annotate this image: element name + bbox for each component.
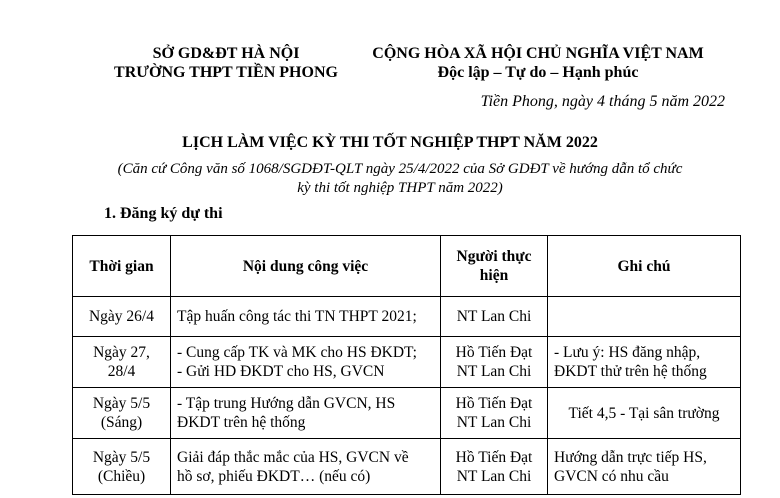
- document-date: Tiền Phong, ngày 4 tháng 5 năm 2022: [480, 93, 725, 110]
- cell-notes: Hướng dẫn trực tiếp HS, GVCN có nhu cầu: [548, 439, 741, 495]
- cell-person: Hồ Tiến Đạt NT Lan Chi: [441, 388, 548, 439]
- cell-time: Ngày 5/5 (Chiều): [73, 439, 171, 495]
- cell-time: Ngày 26/4: [73, 297, 171, 337]
- cell-notes: Tiết 4,5 - Tại sân trường: [548, 388, 741, 439]
- document-note: [80, 160, 720, 198]
- school-name: TRƯỜNG THPT TIỀN PHONG: [114, 64, 338, 81]
- cell-notes: [548, 297, 741, 337]
- cell-person: NT Lan Chi: [441, 297, 548, 337]
- table-row: [73, 388, 741, 439]
- national-title: CỘNG HÒA XÃ HỘI CHỦ NGHĨA VIỆT NAM: [372, 45, 704, 62]
- note-line-1: (Căn cứ Công văn số 1068/SGDĐT-QLT ngày 25/4/2022 của Sở GDĐT về hướng dẫn tổ chức: [117, 161, 683, 177]
- cell-person: Hồ Tiến Đạt NT Lan Chi: [441, 439, 548, 495]
- school-department: SỞ GD&ĐT HÀ NỘI: [152, 45, 300, 62]
- table-row: [73, 337, 741, 388]
- table-row: [73, 297, 741, 337]
- table-row: [73, 439, 741, 495]
- cell-notes: - Lưu ý: HS đăng nhập, ĐKDT thử trên hệ thống: [548, 337, 741, 388]
- header-person: Người thực hiện: [441, 236, 548, 297]
- cell-time: Ngày 5/5 (Sáng): [73, 388, 171, 439]
- cell-person: Hồ Tiến Đạt NT Lan Chi: [441, 337, 548, 388]
- header-time: Thời gian: [73, 236, 171, 297]
- schedule-table: [72, 235, 741, 495]
- note-line-2: kỳ thi tốt nghiệp THPT năm 2022): [297, 180, 503, 196]
- cell-content: - Tập trung Hướng dẫn GVCN, HS ĐKDT trên hệ thống: [171, 388, 441, 439]
- cell-time: Ngày 27, 28/4: [73, 337, 171, 388]
- cell-content: Giải đáp thắc mắc của HS, GVCN về hồ sơ, phiếu ĐKDT… (nếu có): [171, 439, 441, 495]
- document-title: LỊCH LÀM VIỆC KỲ THI TỐT NGHIỆP THPT NĂM 2022: [182, 134, 598, 151]
- section-title: 1. Đăng ký dự thi: [104, 205, 223, 222]
- cell-content: - Cung cấp TK và MK cho HS ĐKDT; - Gửi HD ĐKDT cho HS, GVCN: [171, 337, 441, 388]
- header-notes: Ghi chú: [548, 236, 741, 297]
- cell-content: Tập huấn công tác thi TN THPT 2021;: [171, 297, 441, 337]
- header-content: Nội dung công việc: [171, 236, 441, 297]
- national-motto: Độc lập – Tự do – Hạnh phúc: [437, 64, 639, 81]
- table-header-row: [73, 236, 741, 297]
